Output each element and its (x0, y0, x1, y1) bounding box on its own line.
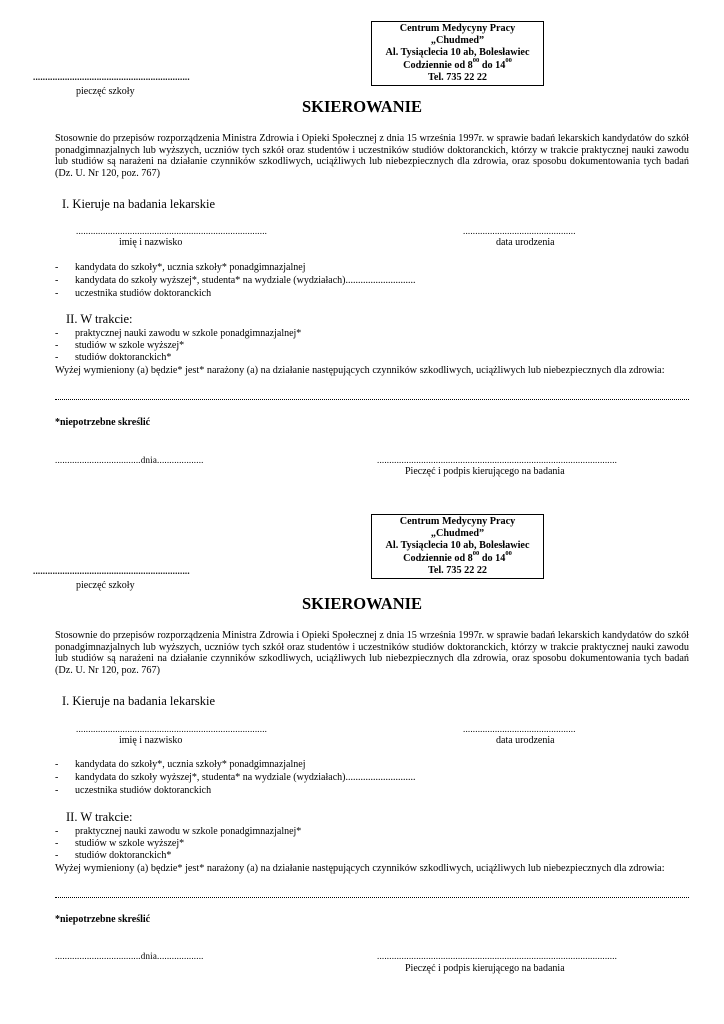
signature-label: Pieczęć i podpis kierującego na badania (405, 963, 565, 974)
clinic-phone: Tel. 735 22 22 (427, 71, 488, 83)
section-1-heading: I. Kieruje na badania lekarskie (62, 197, 216, 211)
clinic-hours: Codziennie od $8^{00}$ do $14^{00}$ (403, 550, 512, 564)
clinic-brand: „Chudmed” (430, 528, 485, 540)
school-stamp-line[interactable]: ................................................................ (33, 72, 190, 82)
school-stamp-label: pieczęć szkoły (76, 86, 135, 97)
school-stamp-label: pieczęć szkoły (76, 580, 135, 591)
list-item[interactable]: - studiów doktoranckich* (55, 850, 172, 861)
signature-field[interactable]: .................................................................................................. (377, 951, 618, 961)
name-label: imię i nazwisko (119, 237, 183, 248)
referral-form-1 (0, 21, 724, 521)
referral-form-2 (0, 514, 724, 1014)
clinic-stamp-box (371, 21, 544, 86)
form-title: SKIEROWANIE (301, 594, 423, 613)
legal-basis-paragraph: Stosownie do przepisów rozporządzenia Ministra Zdrowia i Opieki Społecznej z dnia 15 września 1997r. w sprawie badań lekarskich kandydatów do szkół ponadgimnazjalnych lub wyższych, uczniów tych szkół oraz studentów i uczestników studiów doktoranckich, którzy w trakcie praktycznej nauki zawodu lub studiów są narażeni na działanie czynników szkodliwych, uciążliwych lub niebezpiecznych dla zdrowia, oraz sposobu dokumentowania tych badań (Dz. U. Nr 120, poz. 767) (55, 630, 689, 676)
clinic-hours: Codziennie od $8^{00}$ do $14^{00}$ (403, 57, 512, 71)
form-title: SKIEROWANIE (301, 97, 423, 116)
clinic-name: Centrum Medycyny Pracy (399, 516, 516, 527)
name-field[interactable]: .............................................................................. (76, 226, 268, 236)
list-item[interactable]: - uczestnika studiów doktoranckich (55, 288, 212, 299)
clinic-name: Centrum Medycyny Pracy (399, 23, 516, 34)
birthdate-label: data urodzenia (496, 237, 555, 248)
birthdate-field[interactable]: .............................................. (463, 724, 576, 734)
signature-field[interactable]: .................................................................................................. (377, 455, 618, 465)
name-field[interactable]: .............................................................................. (76, 724, 268, 734)
strike-note: *niepotrzebne skreślić (55, 914, 151, 925)
school-stamp-line[interactable]: ................................................................ (33, 566, 190, 576)
list-item[interactable]: - studiów w szkole wyższej* (55, 838, 185, 849)
section-2-heading: II. W trakcie: (66, 810, 133, 824)
clinic-address: Al. Tysiąclecia 10 ab, Bolesławiec (385, 47, 530, 59)
list-item[interactable]: - studiów doktoranckich* (55, 352, 172, 363)
list-item[interactable]: - kandydata do szkoły wyższej*, studenta* na wydziale (wydziałach)............................ (55, 275, 416, 286)
list-item[interactable]: - kandydata do szkoły wyższej*, studenta* na wydziale (wydziałach)............................ (55, 772, 416, 783)
list-item[interactable]: - uczestnika studiów doktoranckich (55, 785, 212, 796)
legal-basis-paragraph: Stosownie do przepisów rozporządzenia Ministra Zdrowia i Opieki Społecznej z dnia 15 września 1997r. w sprawie badań lekarskich kandydatów do szkół ponadgimnazjalnych lub wyższych, uczniów tych szkół oraz studentów i uczestników studiów doktoranckich, którzy w trakcie praktycznej nauki zawodu lub studiów są narażeni na działanie czynników szkodliwych, uciążliwych lub niebezpiecznych dla zdrowia, oraz sposobu dokumentowania tych badań (Dz. U. Nr 120, poz. 767) (55, 133, 689, 179)
hazards-field[interactable] (55, 399, 689, 400)
clinic-stamp-box (371, 514, 544, 579)
section-2-heading: II. W trakcie: (66, 312, 133, 326)
list-item[interactable]: - praktycznej nauki zawodu w szkole ponadgimnazjalnej* (55, 826, 302, 837)
section-1-heading: I. Kieruje na badania lekarskie (62, 694, 216, 708)
list-item[interactable]: - praktycznej nauki zawodu w szkole ponadgimnazjalnej* (55, 328, 302, 339)
clinic-brand: „Chudmed” (430, 35, 485, 47)
date-place-field[interactable]: ...................................dnia................... (55, 455, 204, 465)
list-item[interactable]: - kandydata do szkoły*, ucznia szkoły* ponadgimnazjalnej (55, 759, 306, 770)
date-place-field[interactable]: ...................................dnia................... (55, 951, 204, 961)
birthdate-label: data urodzenia (496, 735, 555, 746)
list-item[interactable]: - kandydata do szkoły*, ucznia szkoły* ponadgimnazjalnej (55, 262, 306, 273)
birthdate-field[interactable]: .............................................. (463, 226, 576, 236)
clinic-address: Al. Tysiąclecia 10 ab, Bolesławiec (385, 540, 530, 552)
exposure-statement: Wyżej wymieniony (a) będzie* jest* narażony (a) na działanie następujących czynników szkodliwych, uciążliwych lub niebezpiecznych dla zdrowia: (55, 863, 665, 874)
signature-label: Pieczęć i podpis kierującego na badania (405, 466, 565, 477)
exposure-statement: Wyżej wymieniony (a) będzie* jest* narażony (a) na działanie następujących czynników szkodliwych, uciążliwych lub niebezpiecznych dla zdrowia: (55, 365, 665, 376)
strike-note: *niepotrzebne skreślić (55, 417, 151, 428)
hazards-field[interactable] (55, 897, 689, 898)
clinic-phone: Tel. 735 22 22 (427, 564, 488, 576)
name-label: imię i nazwisko (119, 735, 183, 746)
list-item[interactable]: - studiów w szkole wyższej* (55, 340, 185, 351)
